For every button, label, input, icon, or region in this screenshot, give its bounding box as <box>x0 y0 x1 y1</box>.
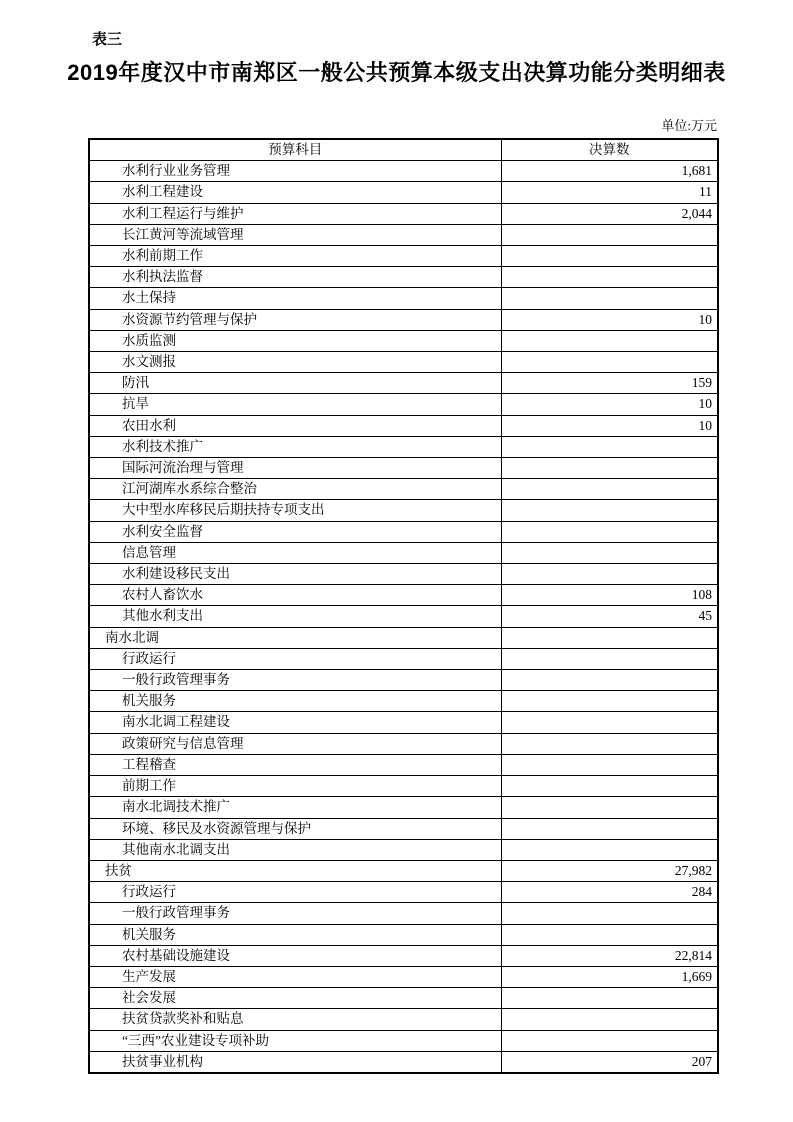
budget-subject-cell: 工程稽查 <box>89 754 501 775</box>
table-row <box>89 415 718 436</box>
amount-cell: 10 <box>501 309 718 330</box>
budget-subject-cell: 社会发展 <box>89 988 501 1009</box>
budget-subject-cell: 农村基础设施建设 <box>89 945 501 966</box>
table-row <box>89 818 718 839</box>
table-row <box>89 966 718 987</box>
amount-cell <box>501 521 718 542</box>
table-row <box>89 394 718 415</box>
amount-cell <box>501 479 718 500</box>
table-row <box>89 267 718 288</box>
budget-subject-cell: “三西”农业建设专项补助 <box>89 1030 501 1051</box>
budget-subject-cell: 水利建设移民支出 <box>89 564 501 585</box>
table-row <box>89 882 718 903</box>
table-row <box>89 585 718 606</box>
table-row <box>89 627 718 648</box>
amount-cell: 2,044 <box>501 203 718 224</box>
amount-cell <box>501 670 718 691</box>
table-row <box>89 161 718 182</box>
amount-cell: 284 <box>501 882 718 903</box>
budget-subject-cell: 水利安全监督 <box>89 521 501 542</box>
table-row <box>89 754 718 775</box>
table-row <box>89 606 718 627</box>
table-row <box>89 712 718 733</box>
unit-note: 单位:万元 <box>661 118 717 133</box>
budget-subject-cell: 南水北调技术推广 <box>89 797 501 818</box>
budget-subject-cell: 扶贫贷款奖补和贴息 <box>89 1009 501 1030</box>
budget-subject-cell: 扶贫 <box>89 860 501 881</box>
budget-subject-cell: 农村人畜饮水 <box>89 585 501 606</box>
table-row <box>89 797 718 818</box>
table-row <box>89 352 718 373</box>
amount-cell: 1,681 <box>501 161 718 182</box>
amount-cell <box>501 712 718 733</box>
amount-cell <box>501 818 718 839</box>
budget-subject-cell: 水利工程建设 <box>89 182 501 203</box>
amount-cell <box>501 1009 718 1030</box>
amount-cell: 11 <box>501 182 718 203</box>
budget-subject-cell: 行政运行 <box>89 648 501 669</box>
budget-subject-cell: 水利前期工作 <box>89 246 501 267</box>
budget-subject-cell: 水资源节约管理与保护 <box>89 309 501 330</box>
table-row <box>89 988 718 1009</box>
table-row <box>89 1009 718 1030</box>
table-header-row <box>89 139 718 161</box>
budget-subject-cell: 一般行政管理事务 <box>89 670 501 691</box>
budget-subject-cell: 大中型水库移民后期扶持专项支出 <box>89 500 501 521</box>
table-row <box>89 860 718 881</box>
budget-subject-cell: 信息管理 <box>89 542 501 563</box>
amount-cell <box>501 648 718 669</box>
budget-subject-cell: 扶贫事业机构 <box>89 1051 501 1073</box>
table-row <box>89 670 718 691</box>
budget-subject-cell: 其他南水北调支出 <box>89 839 501 860</box>
amount-cell <box>501 330 718 351</box>
budget-subject-cell: 环境、移民及水资源管理与保护 <box>89 818 501 839</box>
budget-subject-cell: 机关服务 <box>89 924 501 945</box>
table-row <box>89 542 718 563</box>
budget-subject-cell: 前期工作 <box>89 776 501 797</box>
budget-subject-cell: 抗旱 <box>89 394 501 415</box>
table-row <box>89 564 718 585</box>
amount-cell <box>501 691 718 712</box>
amount-cell <box>501 754 718 775</box>
budget-subject-cell: 行政运行 <box>89 882 501 903</box>
budget-subject-cell: 一般行政管理事务 <box>89 903 501 924</box>
table-row <box>89 839 718 860</box>
table-row <box>89 458 718 479</box>
budget-subject-cell: 机关服务 <box>89 691 501 712</box>
amount-cell <box>501 903 718 924</box>
budget-subject-cell: 南水北调工程建设 <box>89 712 501 733</box>
table-row <box>89 436 718 457</box>
table-row <box>89 500 718 521</box>
budget-subject-cell: 水利技术推广 <box>89 436 501 457</box>
table-row <box>89 776 718 797</box>
amount-cell <box>501 924 718 945</box>
table-row <box>89 309 718 330</box>
budget-subject-cell: 政策研究与信息管理 <box>89 733 501 754</box>
budget-subject-cell: 农田水利 <box>89 415 501 436</box>
budget-subject-cell: 其他水利支出 <box>89 606 501 627</box>
table-row <box>89 182 718 203</box>
amount-cell <box>501 988 718 1009</box>
column-header-amount: 决算数 <box>501 139 718 161</box>
amount-cell <box>501 288 718 309</box>
amount-cell: 1,669 <box>501 966 718 987</box>
table-row <box>89 479 718 500</box>
table-row <box>89 203 718 224</box>
amount-cell <box>501 797 718 818</box>
budget-subject-cell: 水土保持 <box>89 288 501 309</box>
budget-subject-cell: 水文测报 <box>89 352 501 373</box>
amount-cell: 27,982 <box>501 860 718 881</box>
table-row <box>89 733 718 754</box>
amount-cell: 159 <box>501 373 718 394</box>
table-row <box>89 924 718 945</box>
table-row <box>89 246 718 267</box>
table-number-label: 表三 <box>92 31 123 48</box>
table-row <box>89 648 718 669</box>
table-body <box>89 161 718 1073</box>
amount-cell <box>501 564 718 585</box>
amount-cell <box>501 246 718 267</box>
budget-subject-cell: 国际河流治理与管理 <box>89 458 501 479</box>
table-row <box>89 945 718 966</box>
table-row <box>89 1051 718 1073</box>
page-title: 2019年度汉中市南郑区一般公共预算本级支出决算功能分类明细表 <box>67 60 726 85</box>
column-header-subject: 预算科目 <box>89 139 501 161</box>
table-row <box>89 691 718 712</box>
table-row <box>89 330 718 351</box>
amount-cell: 22,814 <box>501 945 718 966</box>
table-row <box>89 903 718 924</box>
amount-cell: 108 <box>501 585 718 606</box>
budget-table <box>88 138 719 1074</box>
amount-cell: 10 <box>501 394 718 415</box>
amount-cell: 207 <box>501 1051 718 1073</box>
amount-cell: 10 <box>501 415 718 436</box>
budget-subject-cell: 水利执法监督 <box>89 267 501 288</box>
amount-cell <box>501 352 718 373</box>
amount-cell <box>501 436 718 457</box>
amount-cell <box>501 267 718 288</box>
amount-cell <box>501 458 718 479</box>
amount-cell <box>501 1030 718 1051</box>
budget-subject-cell: 防汛 <box>89 373 501 394</box>
amount-cell <box>501 224 718 245</box>
amount-cell <box>501 500 718 521</box>
table-row <box>89 373 718 394</box>
amount-cell <box>501 776 718 797</box>
budget-subject-cell: 水质监测 <box>89 330 501 351</box>
amount-cell <box>501 542 718 563</box>
budget-subject-cell: 南水北调 <box>89 627 501 648</box>
table-row <box>89 521 718 542</box>
amount-cell <box>501 839 718 860</box>
budget-subject-cell: 长江黄河等流域管理 <box>89 224 501 245</box>
budget-subject-cell: 水利行业业务管理 <box>89 161 501 182</box>
amount-cell: 45 <box>501 606 718 627</box>
budget-subject-cell: 江河湖库水系综合整治 <box>89 479 501 500</box>
table-row <box>89 288 718 309</box>
amount-cell <box>501 733 718 754</box>
table-row <box>89 1030 718 1051</box>
budget-subject-cell: 水利工程运行与维护 <box>89 203 501 224</box>
budget-subject-cell: 生产发展 <box>89 966 501 987</box>
table-row <box>89 224 718 245</box>
amount-cell <box>501 627 718 648</box>
